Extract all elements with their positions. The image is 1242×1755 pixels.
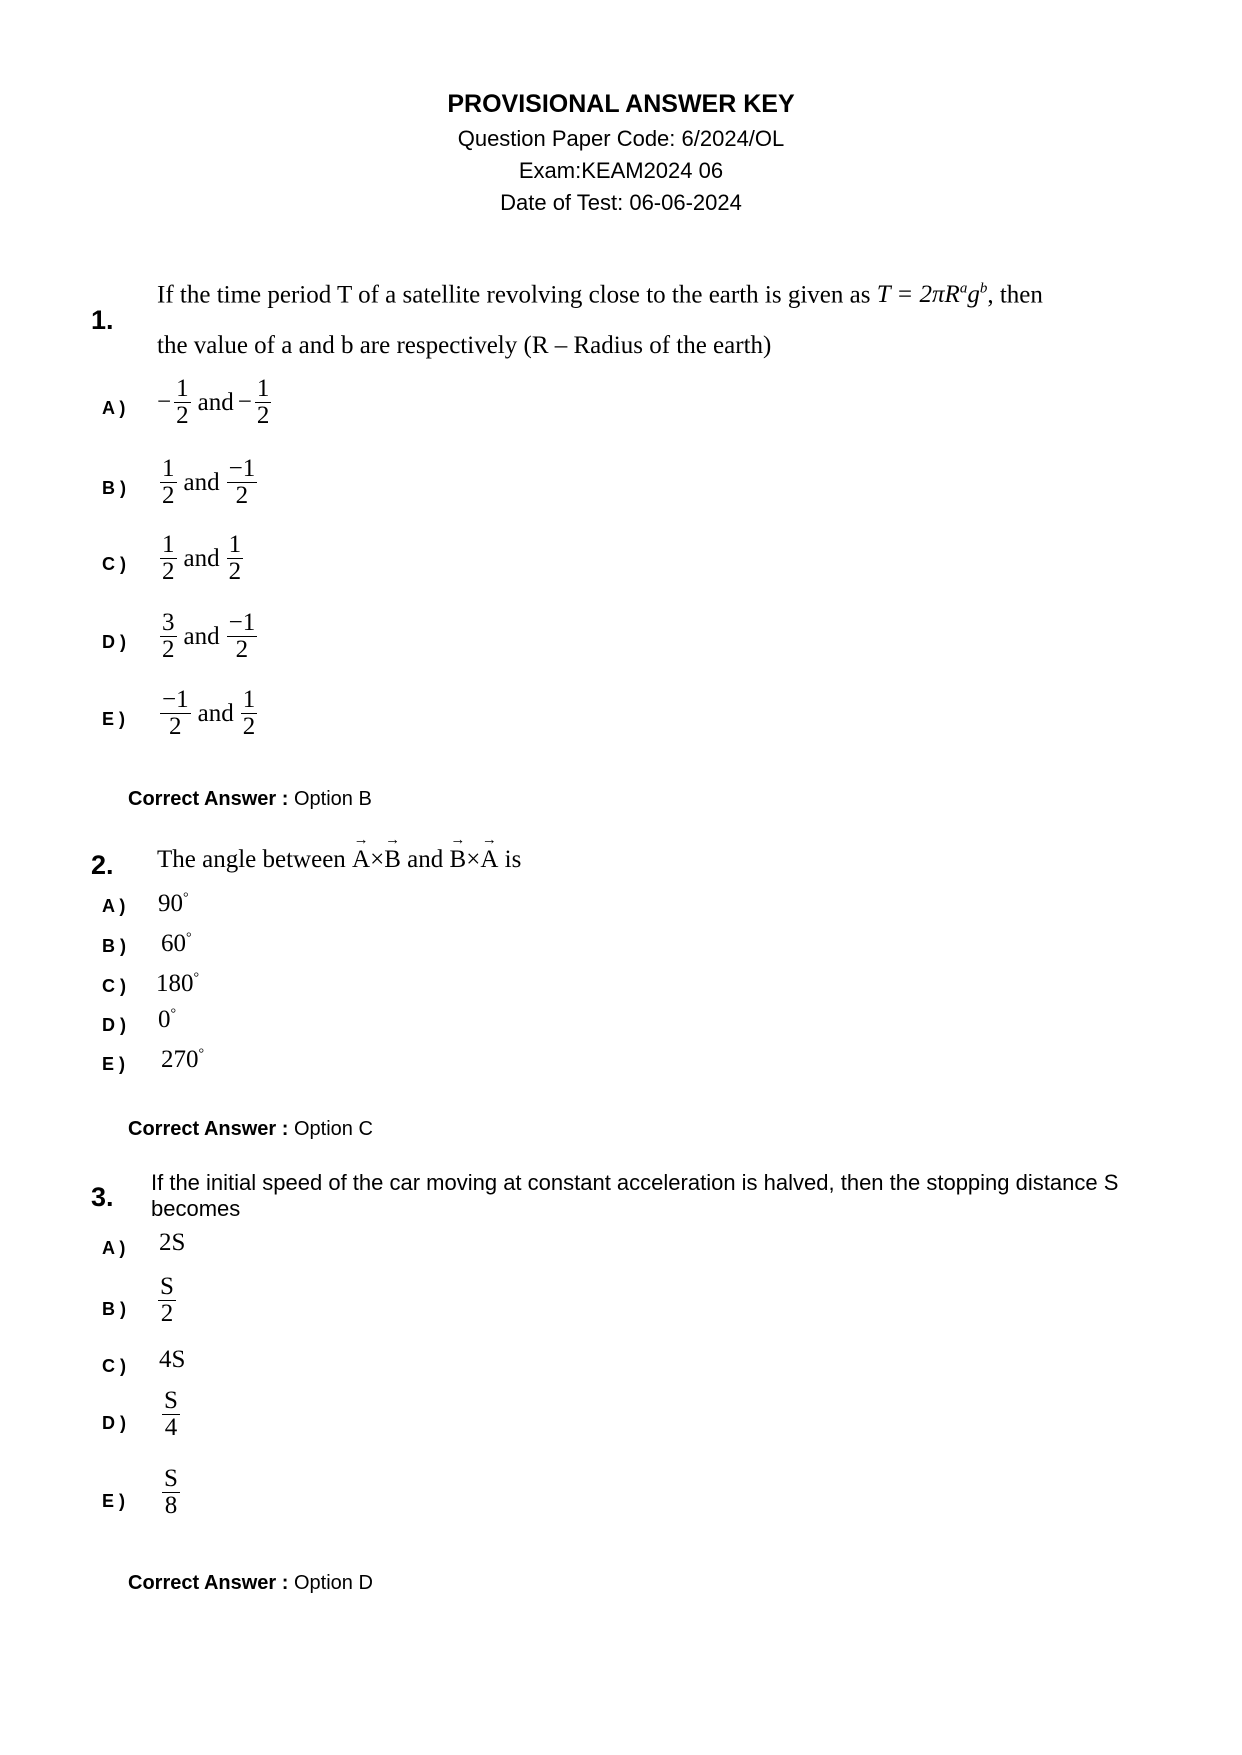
correct-answer — [128, 1572, 373, 1595]
question-number: 2. — [91, 850, 114, 880]
numerator: −1 — [162, 686, 189, 713]
option-label: A ) — [102, 896, 126, 916]
fraction — [227, 456, 258, 509]
numerator: 1 — [242, 686, 256, 713]
option-d — [157, 610, 260, 663]
option-value: 90 — [158, 890, 183, 917]
correct-answer — [128, 788, 372, 811]
exponent-b: b — [979, 281, 988, 297]
and-word: and — [197, 388, 234, 416]
and-word: and — [183, 622, 220, 650]
vector-a: → A — [480, 846, 498, 874]
numerator: S — [164, 1387, 178, 1414]
denominator: 2 — [242, 713, 256, 740]
question-text-part: , then — [987, 281, 1043, 309]
degree-sign: ° — [193, 970, 200, 986]
and-word: and — [197, 699, 234, 727]
option-label: D ) — [102, 1015, 126, 1035]
denominator: 2 — [235, 636, 249, 663]
option-d — [159, 1388, 183, 1441]
correct-answer-label: Correct Answer : — [128, 1118, 289, 1140]
numerator: S — [164, 1465, 178, 1492]
formula-base: T = 2πR — [876, 281, 960, 309]
denominator: 2 — [235, 482, 249, 509]
numerator: −1 — [228, 455, 256, 482]
fraction — [255, 376, 272, 429]
denominator: 2 — [162, 558, 175, 585]
option-e — [159, 1466, 183, 1519]
option-value: 180 — [156, 970, 194, 997]
cross-sign: × — [370, 846, 385, 873]
option-a — [158, 890, 189, 918]
fraction — [227, 610, 258, 663]
minus-sign: − — [157, 388, 172, 416]
fraction — [160, 532, 177, 585]
and-word: and — [183, 468, 220, 496]
option-value: 270 — [161, 1046, 199, 1073]
degree-sign: ° — [198, 1046, 205, 1062]
is-word: is — [504, 846, 522, 873]
fraction — [160, 610, 177, 663]
vector-b: → B — [384, 846, 401, 874]
denominator: 2 — [228, 558, 242, 585]
question-text-line1: If the initial speed of the car moving at constant acceleration is halved, then the stopping distance S — [151, 1170, 1119, 1195]
vector-a: → A — [352, 846, 370, 874]
numerator: 1 — [162, 455, 175, 482]
denominator: 2 — [162, 636, 175, 663]
option-label: B ) — [102, 478, 126, 498]
numerator: −1 — [228, 609, 256, 636]
option-label: D ) — [102, 1413, 126, 1433]
cross-sign: × — [466, 846, 481, 873]
denominator: 2 — [169, 713, 182, 740]
degree-sign: ° — [183, 890, 189, 906]
correct-answer-value: Option B — [293, 788, 372, 810]
numerator: 1 — [176, 375, 189, 402]
numerator: 1 — [228, 531, 242, 558]
denominator: 8 — [164, 1492, 178, 1519]
numerator: 1 — [256, 375, 270, 402]
minus-sign: − — [237, 388, 252, 416]
numerator: 1 — [162, 531, 175, 558]
correct-answer — [128, 1118, 373, 1141]
option-label: C ) — [102, 1356, 126, 1376]
option-e — [161, 1046, 204, 1074]
fraction — [174, 376, 191, 429]
option-c — [156, 970, 199, 998]
question-text — [157, 846, 521, 874]
question-number: 1. — [91, 305, 114, 335]
option-b — [161, 930, 192, 958]
exponent-a: a — [959, 281, 968, 297]
degree-sign: ° — [170, 1006, 177, 1022]
and-word: and — [407, 846, 444, 873]
numerator: 3 — [162, 609, 175, 636]
question-text-part: The angle between — [157, 846, 346, 873]
question-number: 3. — [91, 1182, 114, 1212]
option-label: D ) — [102, 632, 126, 652]
option-label: A ) — [102, 398, 126, 418]
option-label: E ) — [102, 709, 126, 729]
denominator: 2 — [160, 1300, 174, 1327]
correct-answer-label: Correct Answer : — [128, 788, 289, 810]
correct-answer-value: Option C — [293, 1118, 373, 1140]
option-value: 0 — [158, 1006, 171, 1033]
and-word: and — [183, 544, 220, 572]
question-text — [151, 1170, 1118, 1222]
fraction — [241, 687, 258, 740]
option-label: C ) — [102, 554, 126, 574]
option-label: B ) — [102, 936, 126, 956]
option-value: 60 — [161, 930, 186, 957]
correct-answer-value: Option D — [293, 1572, 373, 1594]
denominator: 4 — [164, 1414, 178, 1441]
fraction — [162, 1466, 180, 1519]
option-b — [157, 456, 260, 509]
option-label: B ) — [102, 1299, 126, 1319]
option-c — [157, 532, 246, 585]
question-text — [157, 281, 1043, 309]
fraction — [227, 532, 244, 585]
option-label: C ) — [102, 976, 126, 996]
denominator: 2 — [176, 402, 189, 429]
fraction — [158, 1274, 176, 1327]
question-text-line2: becomes — [151, 1196, 241, 1221]
option-a — [157, 376, 274, 429]
fraction — [160, 687, 191, 740]
test-date: Date of Test: 06-06-2024 — [500, 190, 742, 215]
option-d — [158, 1006, 176, 1034]
option-label: E ) — [102, 1054, 126, 1074]
numerator: S — [160, 1273, 174, 1300]
option-c: 4S — [159, 1346, 186, 1373]
denominator: 2 — [162, 482, 175, 509]
question-text-part: If the time period T of a satellite revolving close to the earth is given as — [157, 281, 871, 309]
denominator: 2 — [256, 402, 270, 429]
formula-g: g — [967, 281, 980, 309]
option-label: A ) — [102, 1238, 126, 1258]
formula — [877, 281, 988, 308]
correct-answer-label: Correct Answer : — [128, 1572, 289, 1594]
option-a: 2S — [159, 1229, 186, 1256]
fraction — [162, 1388, 180, 1441]
vector-b: → B — [450, 846, 467, 874]
fraction — [160, 456, 177, 509]
option-label: E ) — [102, 1491, 126, 1511]
exam-name: Exam:KEAM2024 06 — [518, 158, 724, 183]
degree-sign: ° — [186, 930, 192, 946]
question-text-line2: the value of a and b are respectively (R – Radius of the earth) — [157, 332, 772, 359]
page-title: PROVISIONAL ANSWER KEY — [447, 90, 795, 118]
option-e — [157, 687, 260, 740]
paper-code: Question Paper Code: 6/2024/OL — [457, 126, 785, 151]
option-b — [155, 1274, 179, 1327]
